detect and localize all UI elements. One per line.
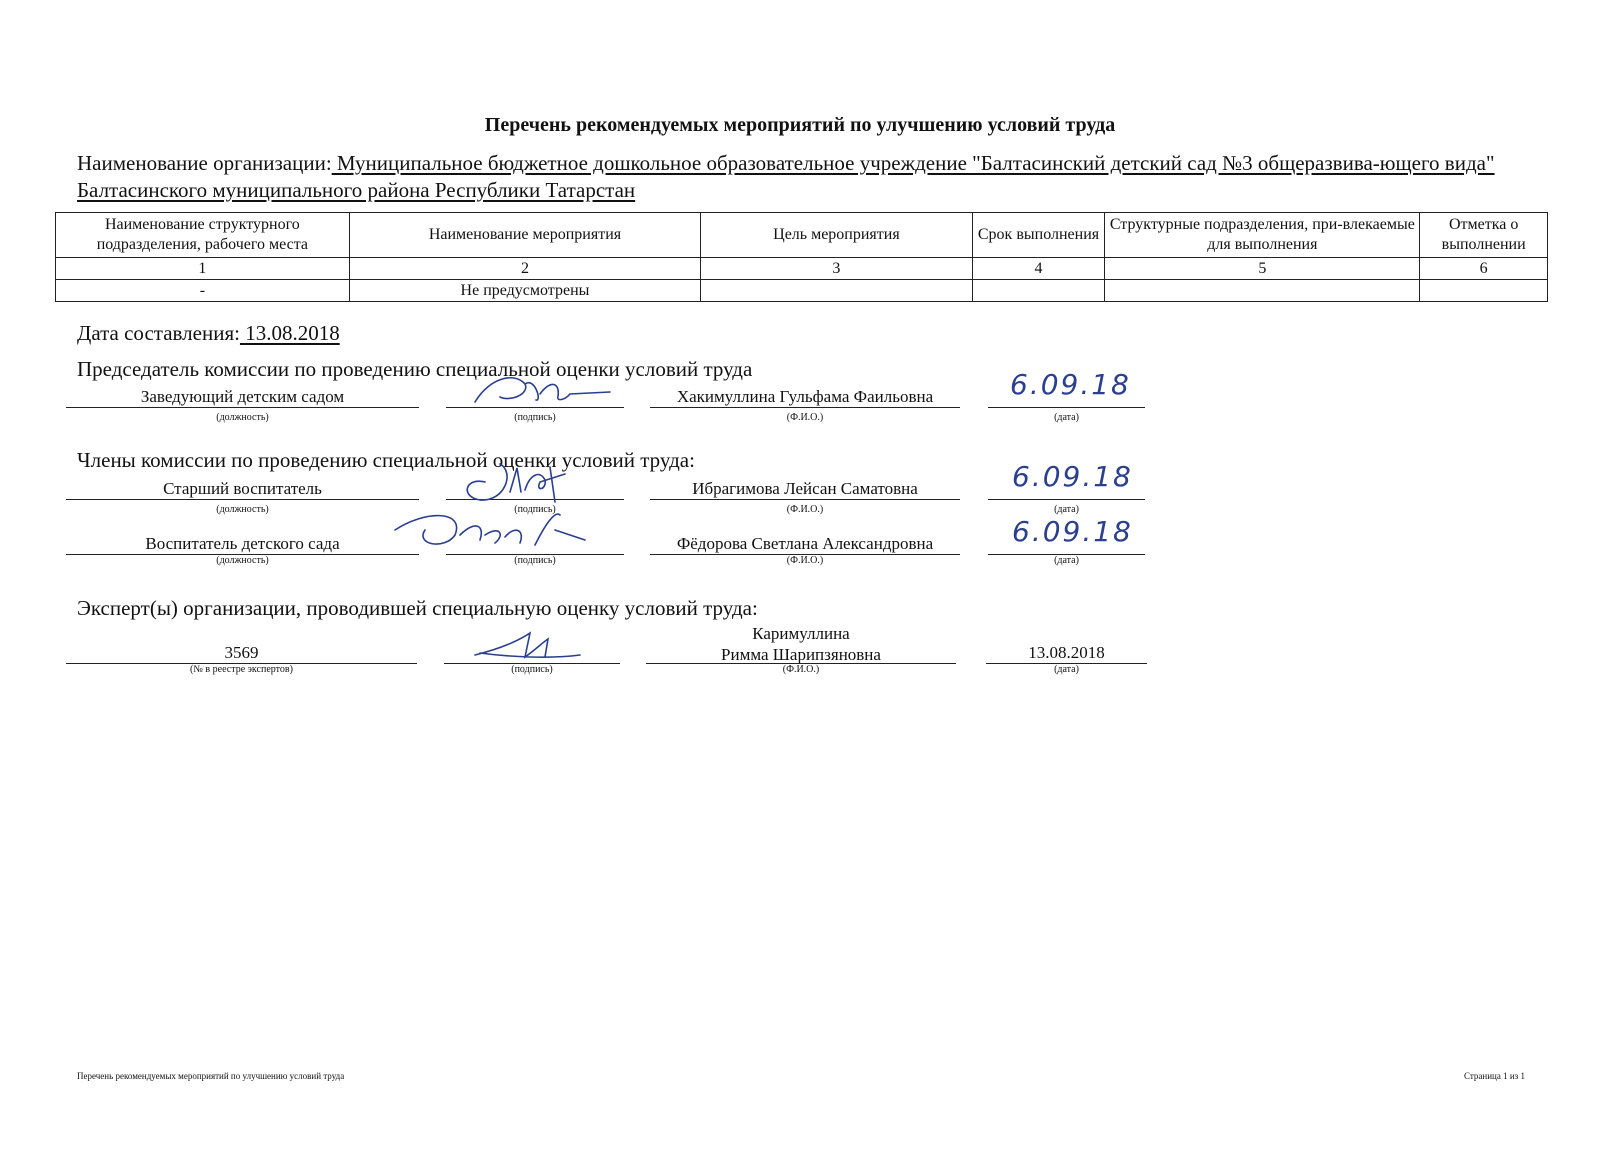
fio-caption: (Ф.И.О.) — [786, 504, 824, 515]
expert-registry-number: 3569 — [224, 643, 259, 662]
table-cell: Не предусмотрены — [349, 280, 700, 302]
column-number: 4 — [972, 258, 1105, 280]
expert-signature — [470, 625, 590, 665]
expert-date: 13.08.2018 — [1028, 643, 1105, 662]
column-number: 6 — [1420, 258, 1548, 280]
table-cell — [701, 280, 972, 302]
expert-given-names: Римма Шарипзяновна — [721, 645, 881, 664]
fio-line — [650, 499, 960, 500]
page-number: Страница 1 из 1 — [1464, 1071, 1525, 1081]
registry-caption: (№ в реестре экспертов) — [190, 664, 293, 675]
table-number-row — [56, 258, 1548, 280]
table-cell — [972, 280, 1105, 302]
column-number: 2 — [349, 258, 700, 280]
fio-line — [650, 407, 960, 408]
chairman-position: Заведующий детским садом — [140, 387, 345, 406]
table-header-cell: Срок выполнения — [972, 213, 1105, 258]
date-label: Дата составления: — [77, 321, 240, 345]
document-title: Перечень рекомендуемых мероприятий по улучшению условий труда — [484, 114, 1116, 136]
signature-caption: (подпись) — [514, 412, 556, 423]
signature-caption: (подпись) — [511, 664, 553, 675]
member-signature — [385, 505, 605, 560]
column-number: 5 — [1105, 258, 1420, 280]
date-value: 13.08.2018 — [239, 321, 340, 345]
compilation-date — [77, 321, 340, 346]
fio-caption: (Ф.И.О.) — [786, 555, 824, 566]
date-line — [988, 407, 1145, 408]
position-caption: (должность) — [216, 504, 269, 515]
org-label: Наименование организации: — [77, 151, 332, 175]
position-caption: (должность) — [216, 555, 269, 566]
handwritten-date: 6.09.18 — [1010, 368, 1131, 401]
table-header-cell: Цель мероприятия — [701, 213, 972, 258]
chairman-signature — [470, 372, 630, 412]
chairman-name: Хакимуллина Гульфама Фаильовна — [676, 387, 934, 406]
date-line — [988, 499, 1145, 500]
position-line — [66, 407, 419, 408]
table-cell: - — [56, 280, 350, 302]
position-caption: (должность) — [216, 412, 269, 423]
signature-caption: (подпись) — [514, 555, 556, 566]
table-header-cell: Наименование структурного подразделения, рабочего места — [56, 213, 350, 258]
column-number: 1 — [56, 258, 350, 280]
table-cell — [1105, 280, 1420, 302]
table-header-cell: Отметка о выполнении — [1420, 213, 1548, 258]
member-position: Воспитатель детского сада — [145, 534, 340, 553]
position-line — [66, 499, 419, 500]
table-header-cell: Структурные подразделения, при-влекаемые для выполнения — [1105, 213, 1420, 258]
column-number: 3 — [701, 258, 972, 280]
footer-title: Перечень рекомендуемых мероприятий по улучшению условий труда — [77, 1071, 345, 1081]
date-caption: (дата) — [1054, 555, 1079, 566]
chairman-heading: Председатель комиссии по проведению специальной оценки условий труда — [77, 357, 753, 381]
expert-name — [646, 623, 956, 665]
member-name: Ибрагимова Лейсан Саматовна — [692, 479, 918, 498]
date-caption: (дата) — [1054, 412, 1079, 423]
measures-table — [55, 212, 1548, 302]
date-caption: (дата) — [1054, 664, 1079, 675]
table-header-row — [56, 213, 1548, 258]
handwritten-date: 6.09.18 — [1012, 460, 1133, 493]
members-heading: Члены комиссии по проведению специальной оценки условий труда: — [77, 448, 695, 472]
signature-caption: (подпись) — [514, 504, 556, 515]
organization-block — [77, 150, 1557, 204]
member-position: Старший воспитатель — [163, 479, 322, 498]
org-name: Муниципальное бюджетное дошкольное образовательное учреждение "Балтасинский детский сад №3 общеразвива-ющего вида" Балтасинского муниципального района Республики Татарстан — [77, 151, 1495, 202]
fio-caption: (Ф.И.О.) — [782, 664, 820, 675]
handwritten-date: 6.09.18 — [1012, 515, 1133, 548]
table-cell — [1420, 280, 1548, 302]
date-caption: (дата) — [1054, 504, 1079, 515]
fio-caption: (Ф.И.О.) — [786, 412, 824, 423]
expert-heading: Эксперт(ы) организации, проводившей специальную оценку условий труда: — [77, 596, 758, 620]
member-name: Фёдорова Светлана Александровна — [676, 534, 934, 553]
member-signature — [455, 462, 615, 507]
expert-surname: Каримуллина — [752, 624, 850, 643]
table-row — [56, 280, 1548, 302]
table-header-cell: Наименование мероприятия — [349, 213, 700, 258]
